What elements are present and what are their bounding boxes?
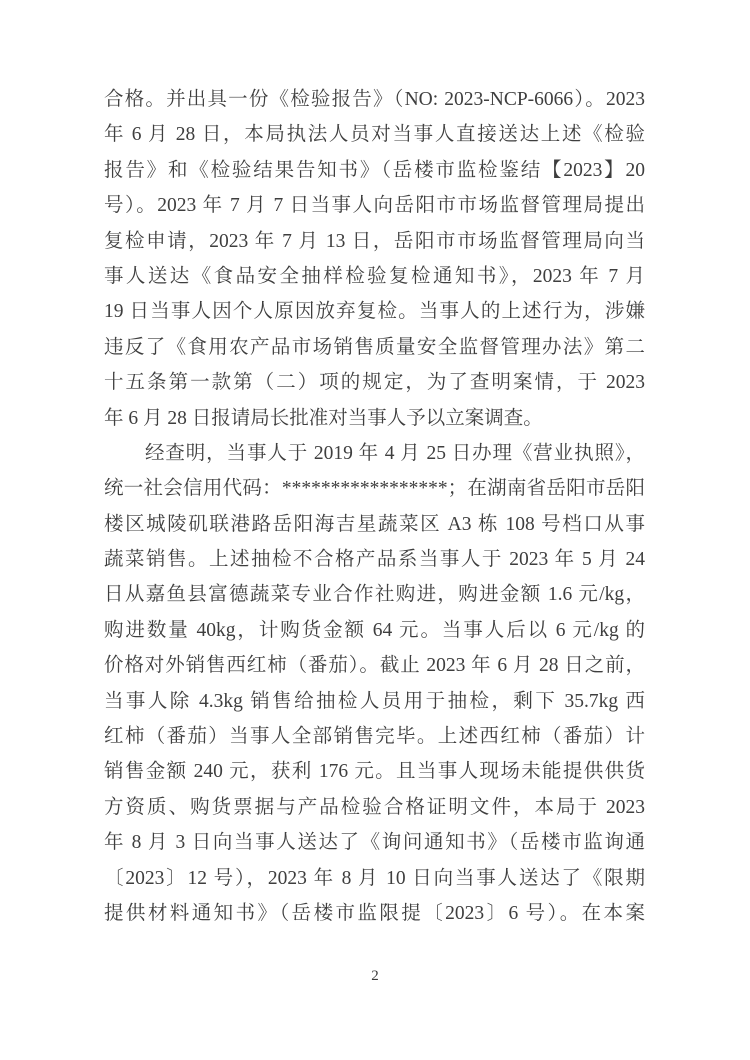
text-line: 十五条第一款第（二）项的规定，为了查明案情，于 2023 xyxy=(104,372,645,394)
page-number: 2 xyxy=(371,968,379,984)
text-line: 楼区城陵矶联港路岳阳海吉星蔬菜区 A3 栋 108 号档口从事 xyxy=(104,513,645,535)
text-line: 年 8 月 3 日向当事人送达了《询问通知书》（岳楼市监询通 xyxy=(104,832,645,854)
text-line: 提供材料通知书》（岳楼市监限提〔2023〕6 号）。在本案 xyxy=(104,902,645,924)
text-line: 年 6 月 28 日，本局执法人员对当事人直接送达上述《检验 xyxy=(104,124,645,146)
text-line: 购进数量 40kg，计购货金额 64 元。当事人后以 6 元/kg 的 xyxy=(104,619,645,641)
text-line: 红柿（番茄）当事人全部销售完毕。上述西红柿（番茄）计 xyxy=(104,726,645,748)
text-line: 事人送达《食品安全抽样检验复检通知书》，2023 年 7 月 xyxy=(104,265,645,287)
text-line: 日从嘉鱼县富德蔬菜专业合作社购进，购进金额 1.6 元/kg， xyxy=(104,584,645,606)
text-line: 统一社会信用代码：*****************；在湖南省岳阳市岳阳 xyxy=(104,478,645,500)
text-line: 违反了《食用农产品市场销售质量安全监督管理办法》第二 xyxy=(104,336,645,358)
text-line: 价格对外销售西红柿（番茄）。截止 2023 年 6 月 28 日之前， xyxy=(104,655,645,677)
document-text xyxy=(104,82,645,931)
text-line: 销售金额 240 元，获利 176 元。且当事人现场未能提供供货 xyxy=(104,761,645,783)
text-line: 复检申请，2023 年 7 月 13 日，岳阳市市场监督管理局向当 xyxy=(104,230,645,252)
text-line: 合格。并出具一份《检验报告》（NO: 2023-NCP-6066）。2023 xyxy=(104,89,645,110)
text-line: 年 6 月 28 日报请局长批准对当事人予以立案调查。 xyxy=(104,407,543,429)
text-line: 经查明，当事人于 2019 年 4 月 25 日办理《营业执照》， xyxy=(145,442,645,464)
text-line: 蔬菜销售。上述抽检不合格产品系当事人于 2023 年 5 月 24 xyxy=(104,549,645,571)
text-line: 〔2023〕12 号），2023 年 8 月 10 日向当事人送达了《限期 xyxy=(104,867,645,889)
text-line: 号）。2023 年 7 月 7 日当事人向岳阳市市场监督管理局提出 xyxy=(104,195,645,217)
text-line: 报告》和《检验结果告知书》（岳楼市监检鉴结【2023】20 xyxy=(104,159,645,181)
text-line: 方资质、购货票据与产品检验合格证明文件，本局于 2023 xyxy=(104,796,645,818)
text-line: 当事人除 4.3kg 销售给抽检人员用于抽检，剩下 35.7kg 西 xyxy=(104,690,645,712)
text-line: 19 日当事人因个人原因放弃复检。当事人的上述行为，涉嫌 xyxy=(104,301,645,323)
